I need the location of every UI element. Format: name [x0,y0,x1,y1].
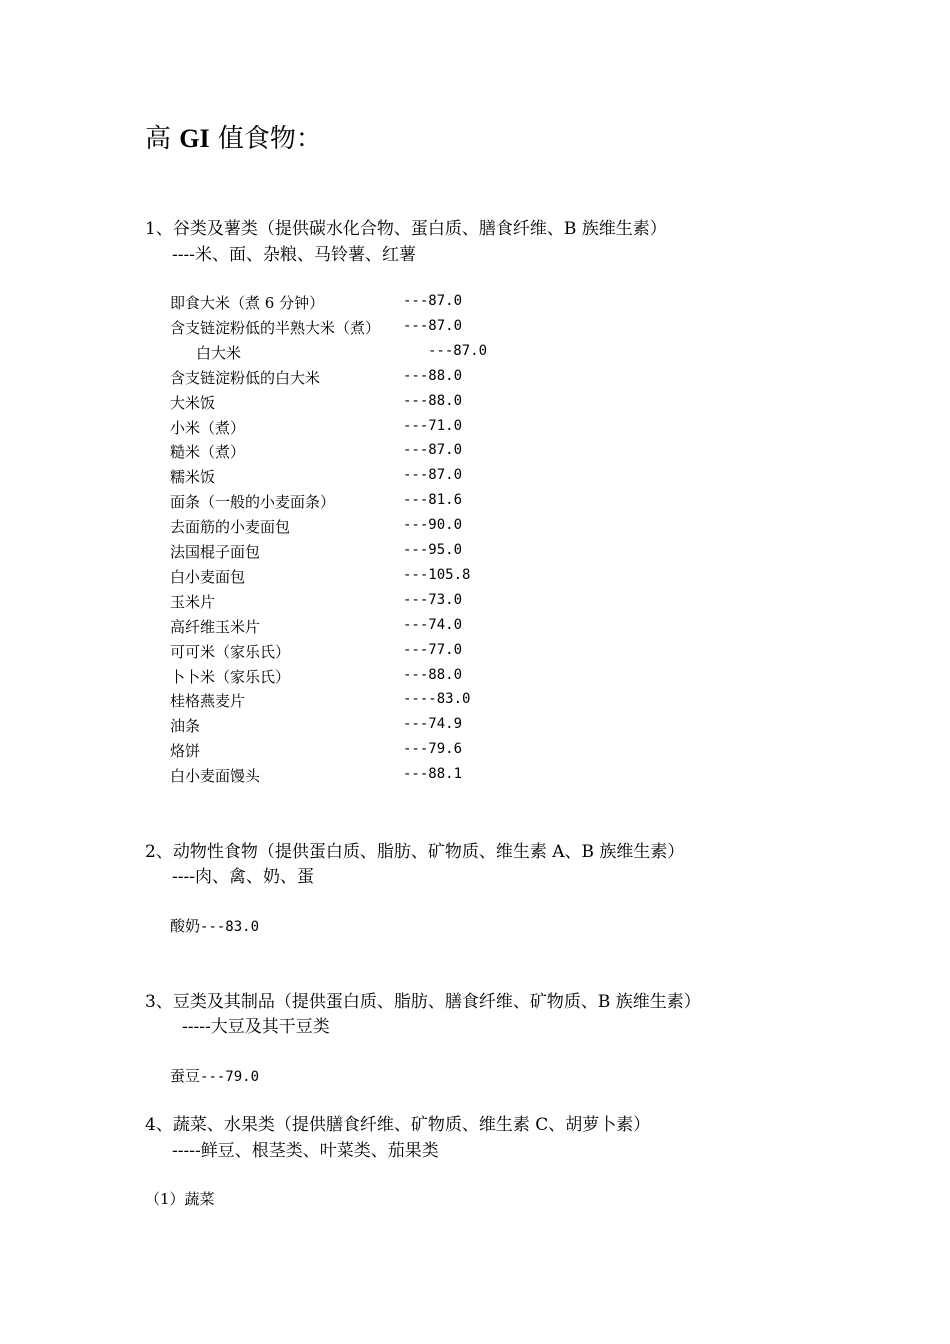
item-name: 含支链淀粉低的半熟大米（煮） [170,318,381,337]
title-gi: GI [179,124,210,153]
section-2-sub: ----肉、禽、奶、蛋 [172,867,314,887]
item-value: ---88.0 [403,666,463,683]
section-4-heading: 4、蔬菜、水果类（提供膳食纤维、矿物质、维生素 C、胡萝卜素） [145,1115,651,1135]
item-value: ---74.0 [403,616,463,633]
item-name: 酸奶 [170,917,201,935]
item-name: 含支链淀粉低的白大米 [170,368,321,387]
item-value: ---77.0 [403,641,463,658]
item-name: 白大米 [196,343,242,362]
title-suffix: 值食物： [209,124,322,154]
item-name: 糙米（煮） [170,443,246,462]
item-value: ---74.9 [403,716,463,733]
item-value: ---73.0 [403,591,463,608]
section-2-heading: 2、动物性食物（提供蛋白质、脂肪、矿物质、维生素 A、B 族维生素） [145,842,685,862]
item-value: ---105.8 [403,566,471,583]
section-3-sub: -----大豆及其干豆类 [182,1017,330,1037]
page-title [145,118,322,155]
item-name: 蚕豆 [170,1067,201,1085]
vegetable-label: （1）蔬菜 [145,1190,215,1208]
item-value: ---79.6 [403,741,463,758]
item-name: 玉米片 [170,592,216,611]
item-value: ---88.0 [403,392,463,409]
section-1-sub: ----米、面、杂粮、马铃薯、红薯 [172,245,416,265]
item-name: 油条 [170,717,201,736]
item-name: 桂格燕麦片 [170,692,246,711]
item-name: 大米饭 [170,393,216,412]
item-value: ----83.0 [403,691,471,708]
item-value: ---87.0 [428,342,488,359]
item-name: 可可米（家乐氏） [170,642,291,661]
item-name: 高纤维玉米片 [170,617,261,636]
title-prefix: 高 [145,124,180,154]
list-item [170,915,259,936]
item-name: 白小麦面馒头 [170,767,261,786]
item-name: 白小麦面包 [170,567,246,586]
item-name: 小米（煮） [170,418,246,437]
section-4-sub: -----鲜豆、根茎类、叶菜类、茄果类 [172,1141,439,1161]
item-name: 去面筋的小麦面包 [170,518,291,537]
item-value: ---88.0 [403,367,463,384]
list-item [170,1065,259,1086]
item-value: ---79.0 [200,1069,260,1085]
item-name: 糯米饭 [170,468,216,487]
section-1-heading: 1、谷类及薯类（提供碳水化合物、蛋白质、膳食纤维、B 族维生素） [145,219,667,239]
item-value: ---87.0 [403,317,463,334]
item-value: ---87.0 [403,293,463,309]
item-name: 法国棍子面包 [170,543,261,561]
item-name: 面条（一般的小麦面条） [170,493,336,512]
item-value: ---90.0 [403,517,463,534]
item-value: ---87.0 [403,442,463,459]
item-value: ---88.1 [403,766,463,783]
item-value: ---81.6 [403,492,463,509]
item-name: 卜卜米（家乐氏） [170,667,291,686]
section-3-heading: 3、豆类及其制品（提供蛋白质、脂肪、膳食纤维、矿物质、B 族维生素） [145,992,701,1012]
item-name: 烙饼 [170,742,201,761]
item-value: ---83.0 [200,919,260,935]
item-name: 即食大米（煮 6 分钟） [170,294,325,312]
item-value: ---87.0 [403,467,463,484]
item-value: ---95.0 [403,542,463,558]
item-value: ---71.0 [403,417,463,434]
